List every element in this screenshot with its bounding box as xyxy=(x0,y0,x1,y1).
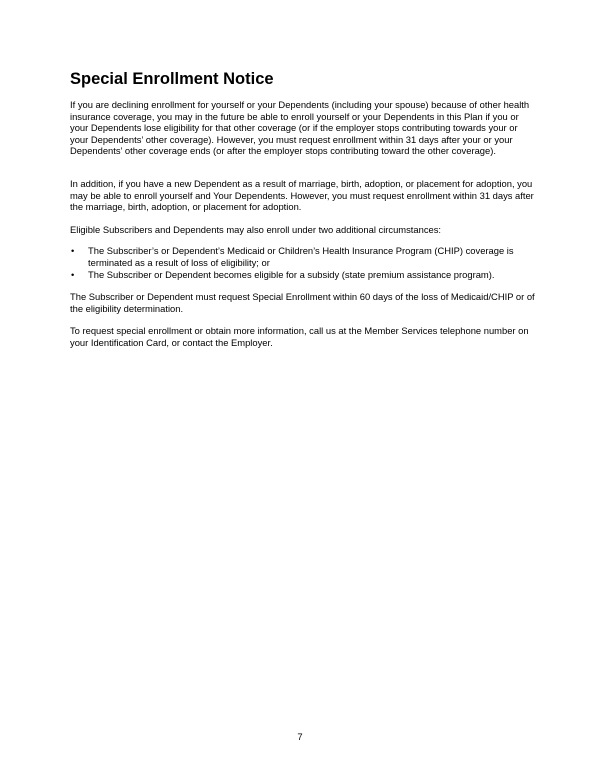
paragraph-special-enrollment-deadline: The Subscriber or Dependent must request Special Enrollment within 60 days of the loss of Medicaid/CHIP or of the eligibility determination. xyxy=(70,291,535,314)
list-item xyxy=(70,245,540,268)
list-item-text: The Subscriber’s or Dependent’s Medicaid or Children’s Health Insurance Program (CHIP) coverage is terminated as a result of loss of eligibility; or xyxy=(88,245,514,268)
bullet-icon: • xyxy=(71,245,75,256)
list-item-text: The Subscriber or Dependent becomes eligible for a subsidy (state premium assistance program). xyxy=(88,269,495,281)
page-number: 7 xyxy=(297,731,303,742)
paragraph-declining-enrollment: If you are declining enrollment for yourself or your Dependents (including your spouse) because of other health insurance coverage, you may in the future be able to enroll yourself or your Dependents in this Plan if you or your Dependents lose eligibility for that other coverage (or if the employer stops contributing towards your or your Dependents’ other coverage). However, you must request enrollment within 31 days after your or your Dependents’ other coverage ends (or after the employer stops contributing toward the other coverage). xyxy=(70,99,530,157)
paragraph-contact-info: To request special enrollment or obtain more information, call us at the Member Services telephone number on your Identification Card, or contact the Employer. xyxy=(70,325,529,348)
list-item xyxy=(70,269,540,281)
paragraph-additional-circumstances: Eligible Subscribers and Dependents may also enroll under two additional circumstances: xyxy=(70,224,442,235)
circumstances-list xyxy=(70,245,540,282)
bullet-icon: • xyxy=(71,269,75,281)
paragraph-new-dependent: In addition, if you have a new Dependent as a result of marriage, birth, adoption, or placement for adoption, you may be able to enroll yourself and Your Dependents. However, you must request enrollment within 31 days after the marriage, birth, adoption, or placement for adoption. xyxy=(70,178,534,213)
page-title: Special Enrollment Notice xyxy=(70,70,274,88)
